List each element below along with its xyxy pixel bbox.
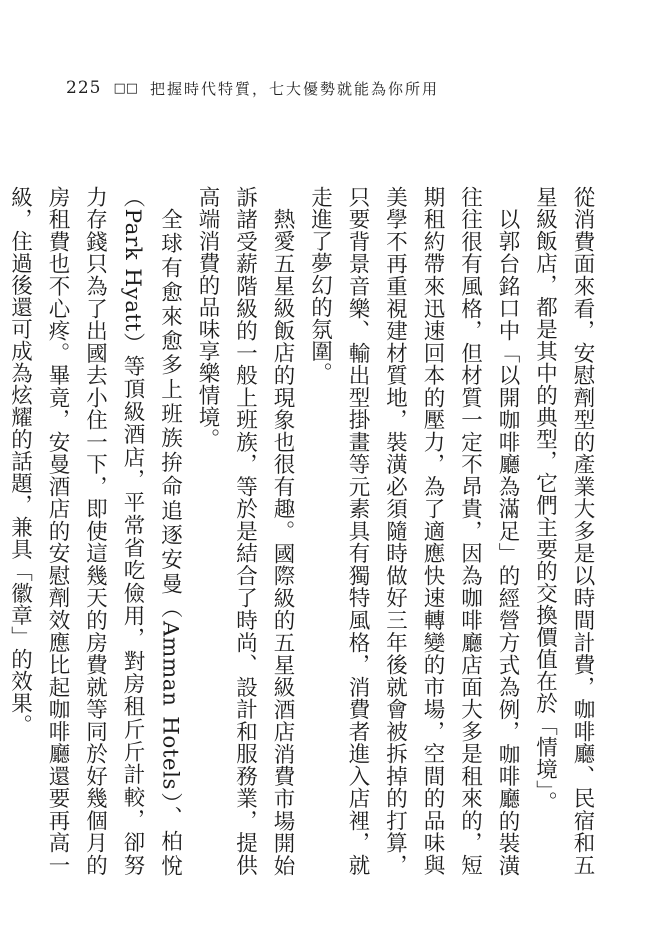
running-header [66,76,439,100]
chapter-mark: □□ [113,80,139,96]
running-title: 把握時代特質，七大優勢就能為你所用 [150,79,440,98]
page-number: 225 [66,78,102,98]
body-text [7,186,601,876]
paragraph-4: 全球有愈來愈多上班族拚命追逐安曼（Amman Hotels）、柏悅（Park Hyatt）等頂級酒店，平常省吃儉用，對房租斤斤計較，卻努力存錢只為了出國去小住一下，即使這幾天的房費就等同於好幾個月的房租費也不心疼。畢竟，安曼酒店的安慰劑效應比起咖啡廳還要再高一級，住過後還可成為炫耀的話題，兼具「徽章」的效果。 [7,186,183,876]
paragraph-1: 從消費面來看，安慰劑型的產業大多是以時間計費，咖啡廳、民宿和五星級飯店，都是其中的典型，它們主要的交換價值在於「情境」。 [532,186,595,876]
paragraph-2: 以郭台銘口中「以開咖啡廳為滿足」的經營方式為例，咖啡廳的裝潢往往很有風格，但材質一定不昂貴，因為咖啡廳店面大多是租來的，短期租約帶來迅速回本的壓力，為了適應快速轉變的市場，空間的品味與美學不再重視建材質地，裝潢必須隨時做好三年後就會被拆掉的打算，只要背景音樂、輸出型掛畫等元素具有獨特風格，消費者進入店裡，就走進了夢幻的氛圍。 [307,186,520,876]
paragraph-5 [0,186,1,876]
paragraph-3: 熱愛五星級飯店的現象也很有趣。國際級的五星級酒店消費市場開始訴諸受薪階級的一般上班族，等於是結合了時尚、設計和服務業，提供高端消費的品味享樂情境。 [195,186,295,876]
